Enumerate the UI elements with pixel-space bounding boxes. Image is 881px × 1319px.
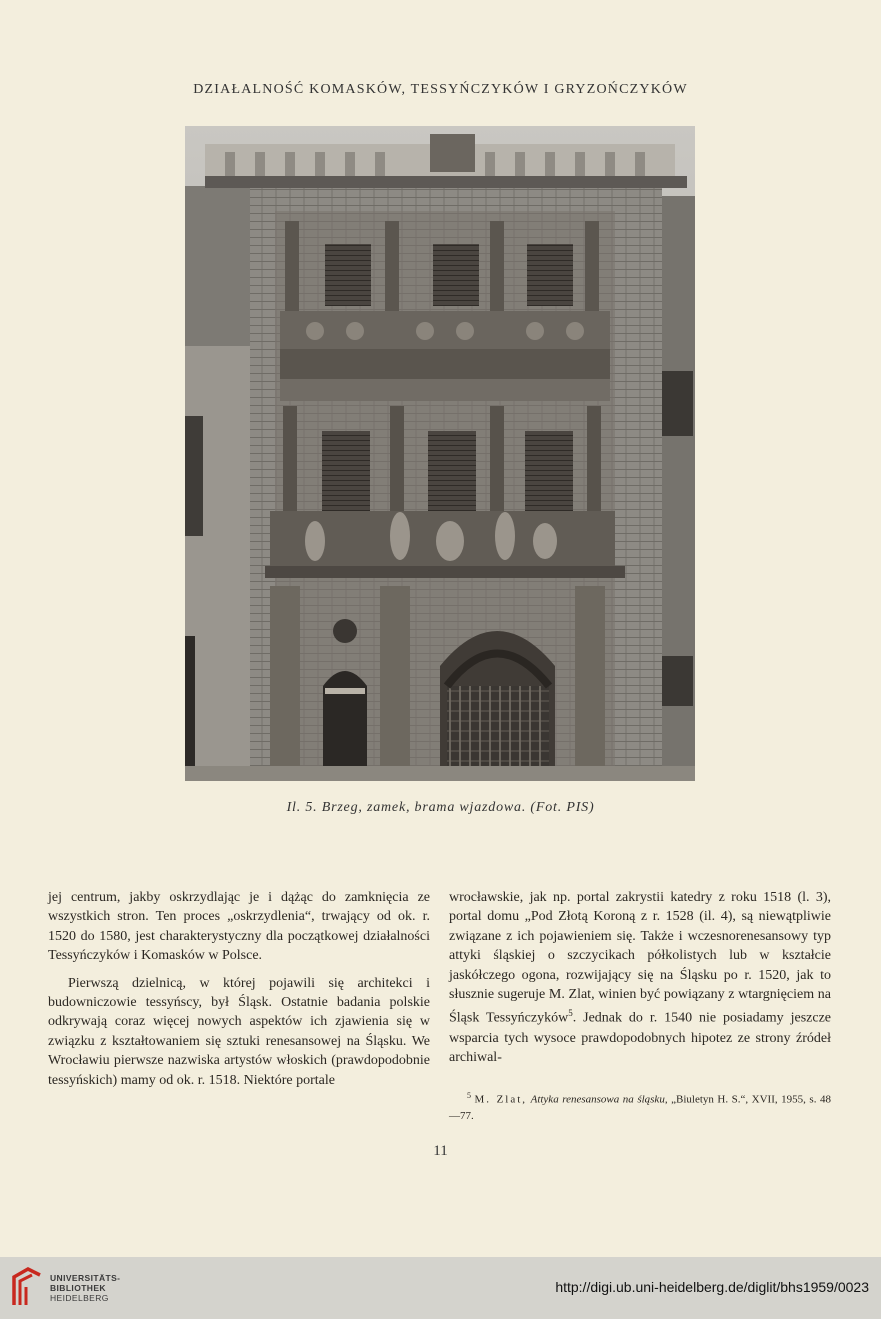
footnote bbox=[449, 1088, 831, 1124]
photo-illustration bbox=[185, 126, 695, 781]
figure-caption: Il. 5. Brzeg, zamek, brama wjazdowa. (Fot. PIS) bbox=[286, 800, 595, 815]
paragraph: Pierwszą dzielnicą, w której pojawili się architekci i budowniczowie tessyńscy, był Śląsk. Ostatnie badania polskie odkrywają coraz więcej nowych aspektów ich zjawienia się w związku z kształtowaniem się sztuki renesansowej na Śląsku. We Wrocławiu pierwsze nazwiska artystów włoskich (prawdopodobnie tessyńskich) mamy od ok. r. 1518. Niektóre portale bbox=[48, 975, 430, 1088]
castle-gate-photograph bbox=[185, 126, 695, 781]
permalink-url[interactable]: http://digi.ub.uni-heidelberg.de/diglit/bhs1959/0023 bbox=[555, 1279, 869, 1295]
left-text-column bbox=[48, 888, 430, 1090]
viewer-footer bbox=[0, 1257, 881, 1319]
page-number: 11 bbox=[433, 1143, 448, 1159]
library-name bbox=[50, 1273, 120, 1303]
running-head: DZIAŁALNOŚĆ KOMASKÓW, TESSYŃCZYKÓW I GRYZOŃCZYKÓW bbox=[193, 82, 688, 97]
library-name-line: HEIDELBERG bbox=[50, 1293, 109, 1303]
footnote-source: „Biuletyn H. S.“, XVII, 1955, s. 48—77. bbox=[449, 1093, 831, 1122]
paragraph-text: . Jednak do r. 1540 nie posiadamy jeszcze wsparcia tych wysoce prawdopodobnych hipotez ze strony źródeł archiwal- bbox=[449, 1011, 831, 1065]
footnote-author: M. Zlat, bbox=[474, 1093, 528, 1106]
library-name-line: UNIVERSITÄTS- bbox=[50, 1273, 121, 1283]
library-logo-icon[interactable] bbox=[10, 1265, 44, 1309]
footnote-reference: 5 bbox=[568, 1008, 573, 1019]
library-name-line: BIBLIOTHEK bbox=[50, 1283, 106, 1293]
paragraph: jej centrum, jakby oskrzydlając je i dążąc do zamknięcia ze wszystkich stron. Ten proces „oskrzydlenia“, trwający od ok. r. 1520 do 1580, jest charakterystyczny dla początkowej działalności Tessyńczyków i Komasków w Polsce. bbox=[48, 890, 430, 964]
footnote-marker: 5 bbox=[467, 1091, 471, 1100]
paragraph bbox=[449, 888, 831, 1067]
footnote-title: Attyka renesansowa na śląsku, bbox=[530, 1093, 668, 1106]
right-text-column bbox=[449, 888, 831, 1067]
paragraph-text: wrocławskie, jak np. portal zakrystii katedry z roku 1518 (l. 3), portal domu „Pod Złotą Koroną z r. 1528 (il. 4), są niewątpliwie związane z ich pojawieniem się. Także i wczesnorenesansowy typ attyki śląskiej o szczycikach półkolistych lub w kształcie jaskółczego ogona, rozwijający się na Śląsku po r. 1520, jak to słusznie sugeruje M. Zlat, winien być powiązany z wtargnięciem na Śląsk Tessyńczyków bbox=[449, 890, 831, 1027]
